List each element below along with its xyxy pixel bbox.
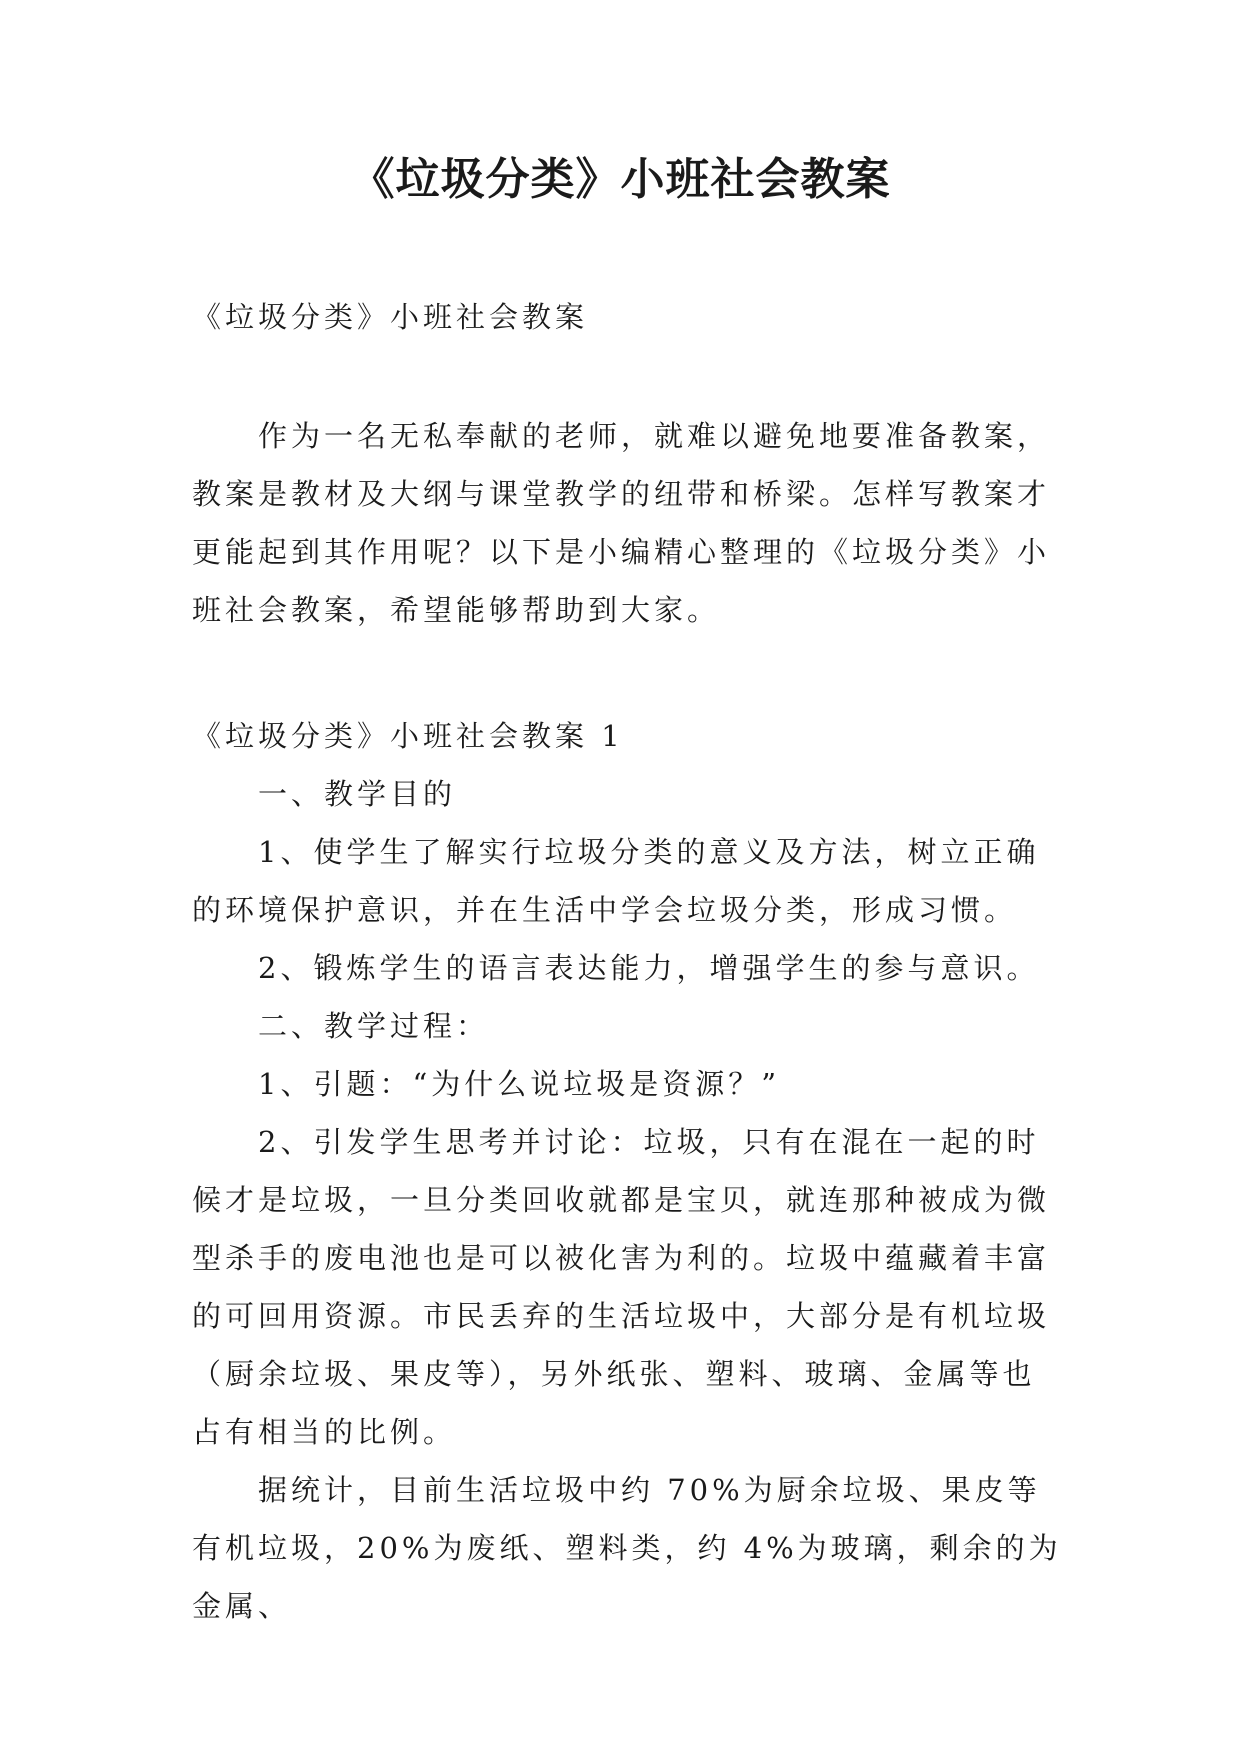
- paragraph: 1、引题：“为什么说垃圾是资源？”: [258, 1067, 781, 1101]
- document-subtitle: 《垃圾分类》小班社会教案: [192, 300, 589, 334]
- paragraph: 2、锻炼学生的语言表达能力，增强学生的参与意识。: [258, 951, 1040, 985]
- heading-teaching-process: 二、教学过程：: [258, 1009, 490, 1043]
- intro-paragraph: 作为一名无私奉献的老师，就难以避免地要准备教案，教案是教材及大纲与课堂教学的纽带和桥梁。怎样写教案才更能起到其作用呢？以下是小编精心整理的《垃圾分类》小班社会教案，希望能够帮助到大家。: [192, 419, 1051, 627]
- paragraph: 2、引发学生思考并讨论：垃圾，只有在混在一起的时候才是垃圾，一旦分类回收就都是宝贝，就连那种被成为微型杀手的废电池也是可以被化害为利的。垃圾中蕴藏着丰富的可回用资源。市民丢弃的生活垃圾中，大部分是有机垃圾（厨余垃圾、果皮等），另外纸张、塑料、玻璃、金属等也占有相当的比例。: [192, 1125, 1051, 1449]
- document-title: 《垃圾分类》小班社会教案: [350, 154, 891, 205]
- paragraph: 据统计，目前生活垃圾中约 70%为厨余垃圾、果皮等有机垃圾，20%为废纸、塑料类，约 4%为玻璃，剩余的为金属、: [192, 1473, 1062, 1623]
- paragraph: 1、使学生了解实行垃圾分类的意义及方法，树立正确的环境保护意识，并在生活中学会垃圾分类，形成习惯。: [192, 835, 1040, 927]
- lesson-content: [192, 707, 1062, 1635]
- section-title: 《垃圾分类》小班社会教案 1: [192, 719, 624, 753]
- heading-teaching-goals: 一、教学目的: [258, 777, 457, 811]
